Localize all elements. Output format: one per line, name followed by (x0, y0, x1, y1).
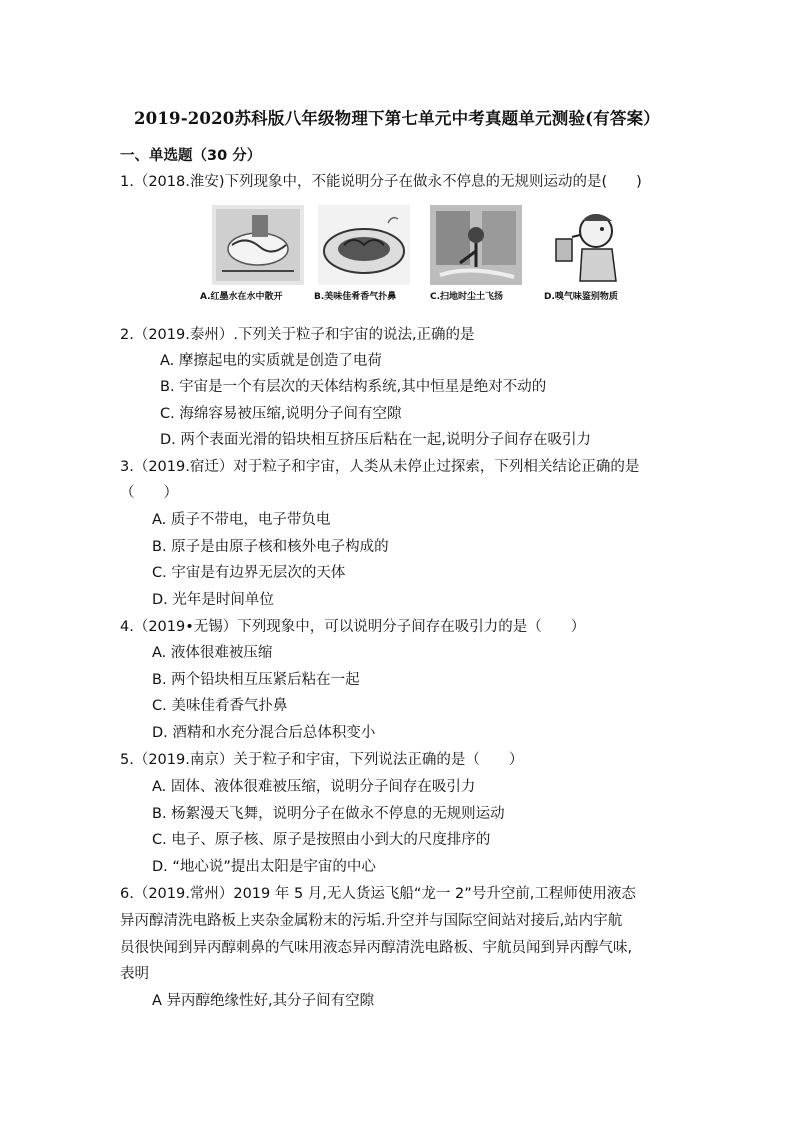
figure-b-caption: B.美味佳肴香气扑鼻 (314, 292, 397, 302)
figure-c-caption: C.扫地时尘土飞扬 (430, 292, 504, 302)
section-heading: 一、单选题（30 分） (120, 148, 262, 164)
question-4-option-b: B. 两个铅块相互压紧后粘在一起 (152, 672, 360, 688)
question-2-stem: 2.（2019.泰州）.下列关于粒子和宇宙的说法,正确的是 (120, 327, 475, 343)
question-2-option-d: D. 两个表面光滑的铅块相互挤压后粘在一起,说明分子间存在吸引力 (160, 432, 591, 448)
question-3-stem-cont: （ ） (120, 485, 178, 501)
question-4-stem: 4.（2019•无锡）下列现象中，可以说明分子间存在吸引力的是（ ） (120, 619, 586, 635)
question-2-option-c: C. 海绵容易被压缩,说明分子间有空隙 (160, 406, 402, 422)
question-4-option-a: A. 液体很难被压缩 (152, 645, 273, 661)
question-3-option-a: A. 质子不带电，电子带负电 (152, 512, 331, 528)
figure-b-image (318, 205, 410, 285)
document-title: 2019-2020苏科版八年级物理下第七单元中考真题单元测验(有答案） (133, 109, 660, 128)
question-6-stem-line-3: 员很快闻到异丙醇刺鼻的气味用液态异丙醇清洗电路板、宇航员闻到异丙醇气味, (120, 940, 633, 956)
question-5-stem: 5.（2019.南京）关于粒子和宇宙，下列说法正确的是（ ） (120, 752, 524, 768)
question-1-stem: 1.（2018.淮安)下列现象中，不能说明分子在做永不停息的无规则运动的是( ) (120, 174, 642, 190)
question-6-option-a: A 异丙醇绝缘性好,其分子间有空隙 (152, 993, 375, 1009)
question-3-option-b: B. 原子是由原子核和核外电子构成的 (152, 539, 389, 555)
question-1-figure (200, 205, 640, 309)
question-5-option-c: C. 电子、原子核、原子是按照由小到大的尺度排序的 (152, 832, 491, 848)
question-5-option-b: B. 杨絮漫天飞舞，说明分子在做永不停息的无规则运动 (152, 806, 505, 822)
question-6-stem-line-4: 表明 (120, 966, 149, 982)
question-6-stem-line-1: 6.（2019.常州）2019 年 5 月,无人货运飞船“龙一 2”号升空前,工程师使用液态 (120, 886, 636, 902)
question-5-option-d: D. “地心说”提出太阳是宇宙的中心 (152, 859, 376, 875)
question-6-stem-line-2: 异丙醇清洗电路板上夹杂金属粉末的污垢.升空并与国际空间站对接后,站内宇航 (120, 913, 623, 929)
question-2-option-a: A. 摩擦起电的实质就是创造了电荷 (160, 353, 382, 369)
question-4-option-c: C. 美味佳肴香气扑鼻 (152, 698, 288, 714)
question-2-option-b: B. 宇宙是一个有层次的天体结构系统,其中恒星是绝对不动的 (160, 379, 547, 395)
figure-c-image (430, 205, 522, 285)
question-3-option-c: C. 宇宙是有边界无层次的天体 (152, 565, 346, 581)
question-3-stem: 3.（2019.宿迁）对于粒子和宇宙，人类从未停止过探索，下列相关结论正确的是 (120, 459, 640, 475)
figure-d-image (542, 205, 634, 285)
question-4-option-d: D. 酒精和水充分混合后总体积变小 (152, 725, 376, 741)
question-3-option-d: D. 光年是时间单位 (152, 592, 274, 608)
question-5-option-a: A. 固体、液体很难被压缩，说明分子间存在吸引力 (152, 779, 476, 795)
figure-a-image (212, 205, 304, 285)
figure-d-caption: D.嗅气味鉴别物质 (544, 292, 618, 302)
figure-a-caption: A.红墨水在水中散开 (200, 292, 283, 302)
